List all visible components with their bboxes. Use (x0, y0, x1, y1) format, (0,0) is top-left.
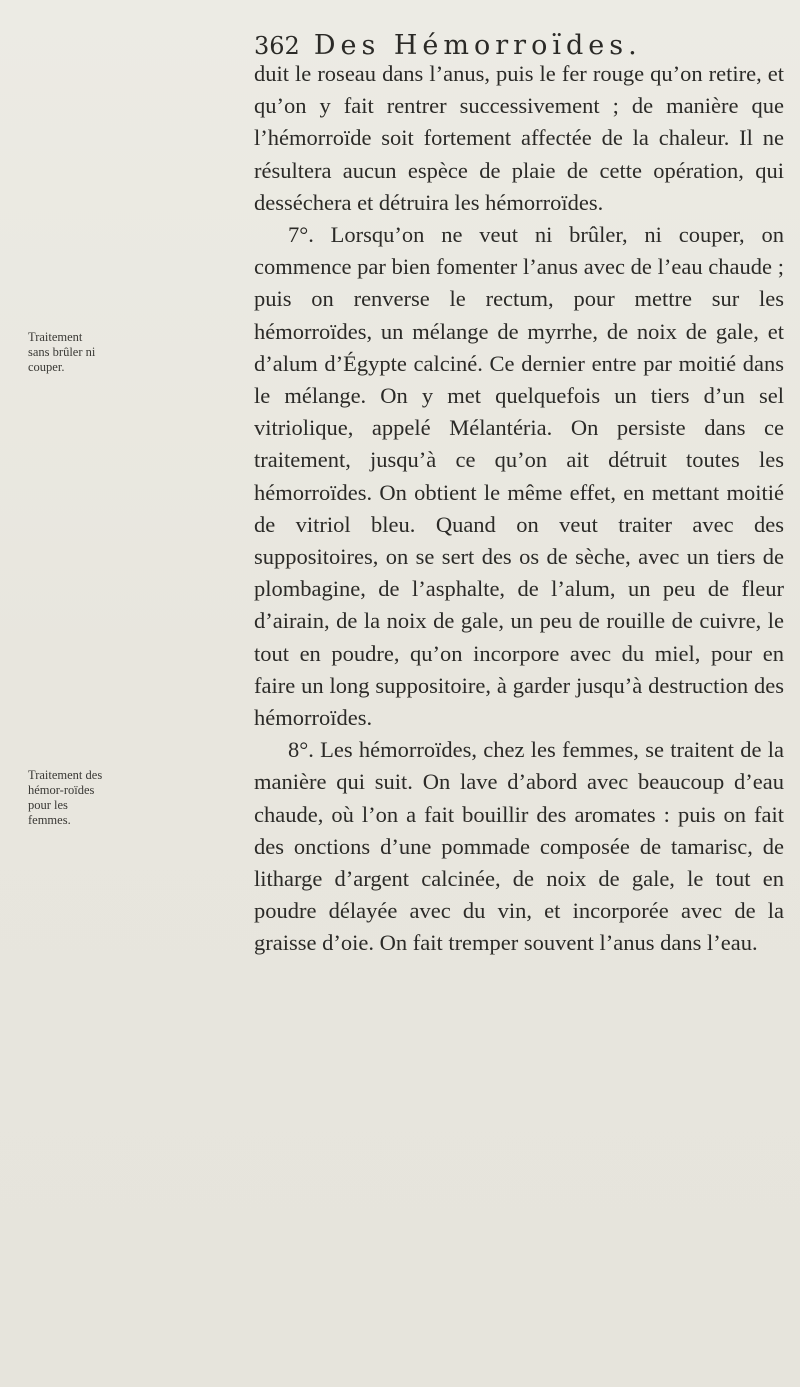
running-title: Des Hémorroïdes. (313, 30, 642, 61)
page-number: 362 (254, 32, 300, 60)
paragraph-continuation: duit le roseau dans l’anus, puis le fer rouge qu’on retire, et qu’on y fait rentrer successivement ; de manière que l’hémorroïde soit fortement affectée de la chaleur. Il ne résultera aucun espèce de plaie de cette opération, qui desséchera et détruira les hémorroïdes. (254, 61, 784, 215)
margin-note-femmes: Traitement des hémor-roïdes pour les femmes. (28, 768, 103, 827)
running-header (254, 30, 642, 61)
body-text (254, 58, 784, 960)
paragraph-7: 7°. Lorsqu’on ne veut ni brûler, ni couper, on commence par bien fomenter l’anus avec de l’eau chaude ; puis on renverse le rectum, pour mettre sur les hémorroïdes, un mélange de myrrhe, de noix de gale, et d’alum d’Égypte calciné. Ce dernier entre par moitié dans le mélange. On y met quelquefois un tiers d’un sel vitriolique, appelé Mélantéria. On persiste dans ce traitement, jusqu’à ce qu’on ait détruit toutes les hémorroïdes. On obtient le même effet, en mettant moitié de vitriol bleu. Quand on veut traiter avec des suppositoires, on se sert des os de sèche, avec un tiers de plombagine, de l’asphalte, de l’alum, un peu de fleur d’airain, de la noix de gale, un peu de rouille de cuivre, le tout en poudre, qu’on incorpore avec du miel, pour en faire un long suppositoire, à garder jusqu’à destruction des hémorroïdes. (254, 222, 784, 731)
margin-note-sans-bruler: Traitement sans brûler ni couper. (28, 330, 96, 374)
paragraph-8: 8°. Les hémorroïdes, chez les femmes, se traitent de la manière qui suit. On lave d’abord avec beaucoup d’eau chaude, où l’on a fait bouillir des aromates : puis on fait des onctions d’une pommade composée de tamarisc, de litharge d’argent calcinée, de noix de gale, le tout en poudre délayée avec du vin, et incorporée avec de la graisse d’oie. On fait tremper souvent l’anus dans l’eau. (254, 737, 784, 956)
